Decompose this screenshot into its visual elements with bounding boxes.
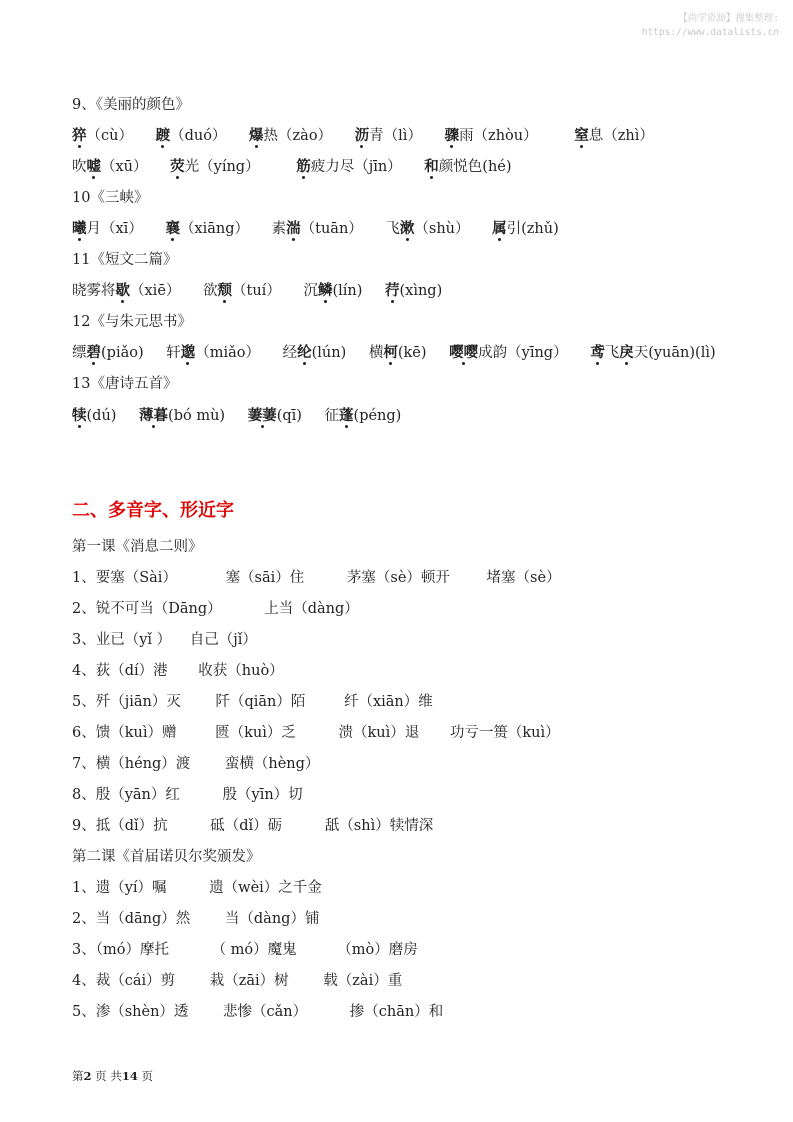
vocab-char: 襄 — [165, 216, 180, 242]
page-total: 14 — [121, 1069, 138, 1083]
vocab-pinyin: 光（yíng） — [184, 159, 260, 175]
lesson-1-line-6 — [72, 720, 763, 746]
vocab-char: 歇 — [116, 278, 131, 304]
vocab-pinyin: （tuí） — [232, 283, 281, 299]
entry: 7、横（héng）渡 — [72, 756, 191, 772]
vocab-item — [249, 123, 332, 149]
entry: 悲惨（cǎn） — [223, 1004, 308, 1020]
vocab-char: 荧 — [170, 154, 185, 180]
entry: 栽（zāi）树 — [209, 973, 289, 989]
vocab-item — [424, 154, 511, 180]
vocab-char: 窒 — [574, 123, 589, 149]
vocab-pinyin: （xiē） — [130, 283, 181, 299]
entry: 纤（xiān）维 — [343, 694, 433, 710]
vocab-prefix: 晓雾将 — [72, 283, 116, 299]
vocab-item — [445, 123, 538, 149]
vocab-char: 属 — [492, 216, 507, 242]
vocab-prefix: 缥 — [72, 345, 87, 361]
vocab-char: 犊 — [72, 403, 87, 429]
lesson-12-row-1 — [72, 340, 763, 366]
vocab-pinyin: （xiāng） — [179, 221, 250, 237]
vocab-item — [166, 340, 260, 366]
lesson-1-title: 第一课《消息二则》 — [72, 539, 203, 555]
vocab-pinyin: 热（zào） — [263, 128, 333, 144]
vocab-char: 沥 — [355, 123, 370, 149]
entry: 舐（shì）犊情深 — [324, 818, 434, 834]
watermark-title: 【尚学资源】搜集整理: — [678, 13, 779, 24]
entry: （mò）磨房 — [337, 942, 418, 958]
vocab-char: 踱 — [156, 123, 171, 149]
lesson-10-row-1 — [72, 216, 763, 242]
vocab-prefix: 飞 — [385, 221, 400, 237]
vocab-pinyin: 雨（zhòu） — [459, 128, 538, 144]
vocab-item — [385, 216, 469, 242]
vocab-pinyin: (péng) — [353, 408, 402, 424]
lesson-10-title: 10《三峡》 — [72, 190, 149, 206]
vocab-char: 蓬 — [339, 403, 354, 429]
lesson-11-row-1 — [72, 278, 763, 304]
vocab-char: 薄暮 — [139, 403, 168, 429]
entry: 堵塞（sè） — [486, 570, 561, 586]
lesson-2-title: 第二课《首届诺贝尔奖颁发》 — [72, 849, 261, 865]
vocab-char: 爆 — [249, 123, 264, 149]
vocab-char: 鸢 — [590, 340, 605, 366]
lesson-11-title: 11《短文二篇》 — [72, 252, 178, 268]
lesson-13-title: 13《唐诗五首》 — [72, 376, 178, 392]
vocab-char: 戾 — [619, 340, 634, 366]
vocab-pinyin: 息（zhì） — [588, 128, 654, 144]
entry: 匮（kuì）乏 — [215, 725, 296, 741]
vocab-pinyin: 青（lì） — [369, 128, 422, 144]
entry: 6、馈（kuì）赠 — [72, 725, 177, 741]
vocab-char: 筋 — [296, 154, 311, 180]
entry: 3、业已（yǐ ） — [72, 632, 172, 648]
vocab-item — [385, 278, 442, 304]
entry: 塞（sāi）住 — [225, 570, 305, 586]
section-heading: 二、多音字、形近字 — [72, 500, 234, 521]
lesson-1-line-4 — [72, 658, 763, 684]
vocab-pinyin: (qī) — [276, 408, 302, 424]
lesson-2-line-5 — [72, 999, 763, 1025]
vocab-char: 柯 — [383, 340, 398, 366]
entry: 阡（qiān）陌 — [215, 694, 306, 710]
footer-suffix: 页 — [141, 1069, 153, 1083]
lesson-1-line-1 — [72, 565, 763, 591]
vocab-char: 鳞 — [318, 278, 333, 304]
watermark — [579, 12, 779, 40]
vocab-item — [156, 123, 227, 149]
entry: 功亏一篑（kuì） — [449, 725, 560, 741]
entry: （ mó）魔鬼 — [211, 942, 297, 958]
vocab-char: 湍 — [286, 216, 301, 242]
entry: 5、歼（jiān）灭 — [72, 694, 181, 710]
vocab-char: 纶 — [297, 340, 312, 366]
entry: 当（dàng）铺 — [224, 911, 320, 927]
vocab-item — [72, 340, 144, 366]
vocab-pinyin: （miǎo） — [195, 345, 260, 361]
vocab-pinyin: （cù） — [86, 128, 133, 144]
page-footer — [72, 1068, 153, 1084]
entry: 茅塞（sè）顿开 — [346, 570, 450, 586]
entry: 载（zài）重 — [323, 973, 403, 989]
entry: 1、要塞（Sài） — [72, 570, 177, 586]
vocab-pinyin: 月（xī） — [86, 221, 143, 237]
vocab-pinyin: （tuān） — [300, 221, 363, 237]
vocab-item — [165, 216, 249, 242]
lesson-2-line-4 — [72, 968, 763, 994]
lesson-1-line-8 — [72, 782, 763, 808]
vocab-pinyin: （duó） — [170, 128, 227, 144]
entry: 3、（mó）摩托 — [72, 942, 169, 958]
vocab-item — [449, 340, 567, 366]
vocab-item — [139, 403, 225, 429]
vocab-pinyin: 颜悦色(hé) — [438, 159, 512, 175]
vocab-char: 漱 — [400, 216, 415, 242]
vocab-pinyin: 引(zhǔ) — [506, 221, 559, 237]
vocab-pinyin: 疲力尽（jīn） — [310, 159, 402, 175]
vocab-pinyin: (xìng) — [399, 283, 443, 299]
lesson-2-line-2 — [72, 906, 763, 932]
vocab-char: 嘤嘤 — [449, 340, 478, 366]
vocab-prefix: 轩 — [166, 345, 181, 361]
vocab-char: 曦 — [72, 216, 87, 242]
entry: 遗（wèi）之千金 — [209, 880, 322, 896]
entry: 9、抵（dǐ）抗 — [72, 818, 168, 834]
footer-prefix: 第 — [72, 1069, 84, 1083]
vocab-pinyin: (dú) — [86, 408, 117, 424]
entry: 收获（huò） — [198, 663, 284, 679]
vocab-char: 邈 — [181, 340, 196, 366]
vocab-pinyin: (kē) — [397, 345, 427, 361]
vocab-char: 颓 — [218, 278, 233, 304]
vocab-item — [590, 340, 715, 366]
lesson-12-title: 12《与朱元思书》 — [72, 314, 192, 330]
vocab-text: 飞 — [604, 345, 620, 361]
lesson-9-title: 9、《美丽的颜色》 — [72, 97, 190, 113]
vocab-char: 猝 — [72, 123, 87, 149]
vocab-pinyin: 成韵（yīng） — [478, 345, 568, 361]
vocab-item — [72, 278, 180, 304]
page-number: 2 — [83, 1069, 92, 1083]
vocab-prefix: 欲 — [203, 283, 218, 299]
lesson-9-row-2 — [72, 154, 763, 180]
lesson-1-line-3 — [72, 627, 763, 653]
entry: 5、渗（shèn）透 — [72, 1004, 189, 1020]
vocab-char: 荇 — [385, 278, 400, 304]
entry: 2、锐不可当（Dāng） — [72, 601, 222, 617]
watermark-url: https://www.datalists.cn — [641, 27, 779, 38]
entry: 掺（chān）和 — [349, 1004, 444, 1020]
vocab-pinyin: (bó mù) — [168, 408, 226, 424]
lesson-1-line-7 — [72, 751, 763, 777]
vocab-char: 萋萋 — [248, 403, 277, 429]
lesson-13-row-1 — [72, 403, 763, 429]
vocab-item — [170, 154, 259, 180]
vocab-item — [272, 216, 363, 242]
vocab-pinyin: (piǎo) — [101, 345, 144, 361]
vocab-char: 碧 — [87, 340, 102, 366]
vocab-char: 骤 — [445, 123, 460, 149]
entry: 4、荻（dí）港 — [72, 663, 168, 679]
vocab-item — [492, 216, 559, 242]
vocab-item — [72, 216, 143, 242]
lesson-2-line-1 — [72, 875, 763, 901]
lesson-1-line-2 — [72, 596, 763, 622]
entry: 上当（dàng） — [264, 601, 359, 617]
vocab-item — [325, 403, 402, 429]
vocab-char: 嘘 — [87, 154, 102, 180]
vocab-pinyin: (lín) — [332, 283, 363, 299]
footer-mid: 页 共 — [95, 1069, 122, 1083]
lesson-2-line-3 — [72, 937, 763, 963]
vocab-item — [303, 278, 362, 304]
entry: 溃（kuì）退 — [338, 725, 420, 741]
vocab-item — [355, 123, 422, 149]
lesson-1-line-9 — [72, 813, 763, 839]
vocab-item — [296, 154, 401, 180]
vocab-item — [72, 403, 116, 429]
vocab-item — [369, 340, 427, 366]
vocab-item — [283, 340, 347, 366]
entry: 8、殷（yān）红 — [72, 787, 180, 803]
entry: 殷（yīn）切 — [222, 787, 303, 803]
vocab-item — [574, 123, 654, 149]
vocab-item — [203, 278, 281, 304]
vocab-pinyin: 天(yuān)(lì) — [633, 345, 716, 361]
vocab-pinyin: （shù） — [414, 221, 470, 237]
vocab-item — [248, 403, 302, 429]
entry: 砥（dǐ）砺 — [210, 818, 283, 834]
entry: 4、裁（cái）剪 — [72, 973, 176, 989]
entry: 2、当（dāng）然 — [72, 911, 191, 927]
vocab-prefix: 经 — [282, 345, 298, 361]
entry: 自己（jǐ） — [189, 632, 257, 648]
lesson-9-row-1 — [72, 123, 763, 149]
entry: 蛮横（hèng） — [224, 756, 320, 772]
vocab-prefix: 横 — [368, 345, 384, 361]
vocab-item — [72, 123, 133, 149]
vocab-char: 和 — [424, 154, 439, 180]
entry: 1、遗（yí）嘱 — [72, 880, 167, 896]
vocab-pinyin: （xū） — [101, 159, 148, 175]
vocab-prefix: 吹 — [72, 159, 87, 175]
vocab-prefix: 素 — [271, 221, 287, 237]
lesson-1-line-5 — [72, 689, 763, 715]
vocab-prefix: 沉 — [303, 283, 318, 299]
vocab-prefix: 征 — [324, 408, 340, 424]
vocab-pinyin: (lún) — [311, 345, 347, 361]
vocab-item — [72, 154, 148, 180]
